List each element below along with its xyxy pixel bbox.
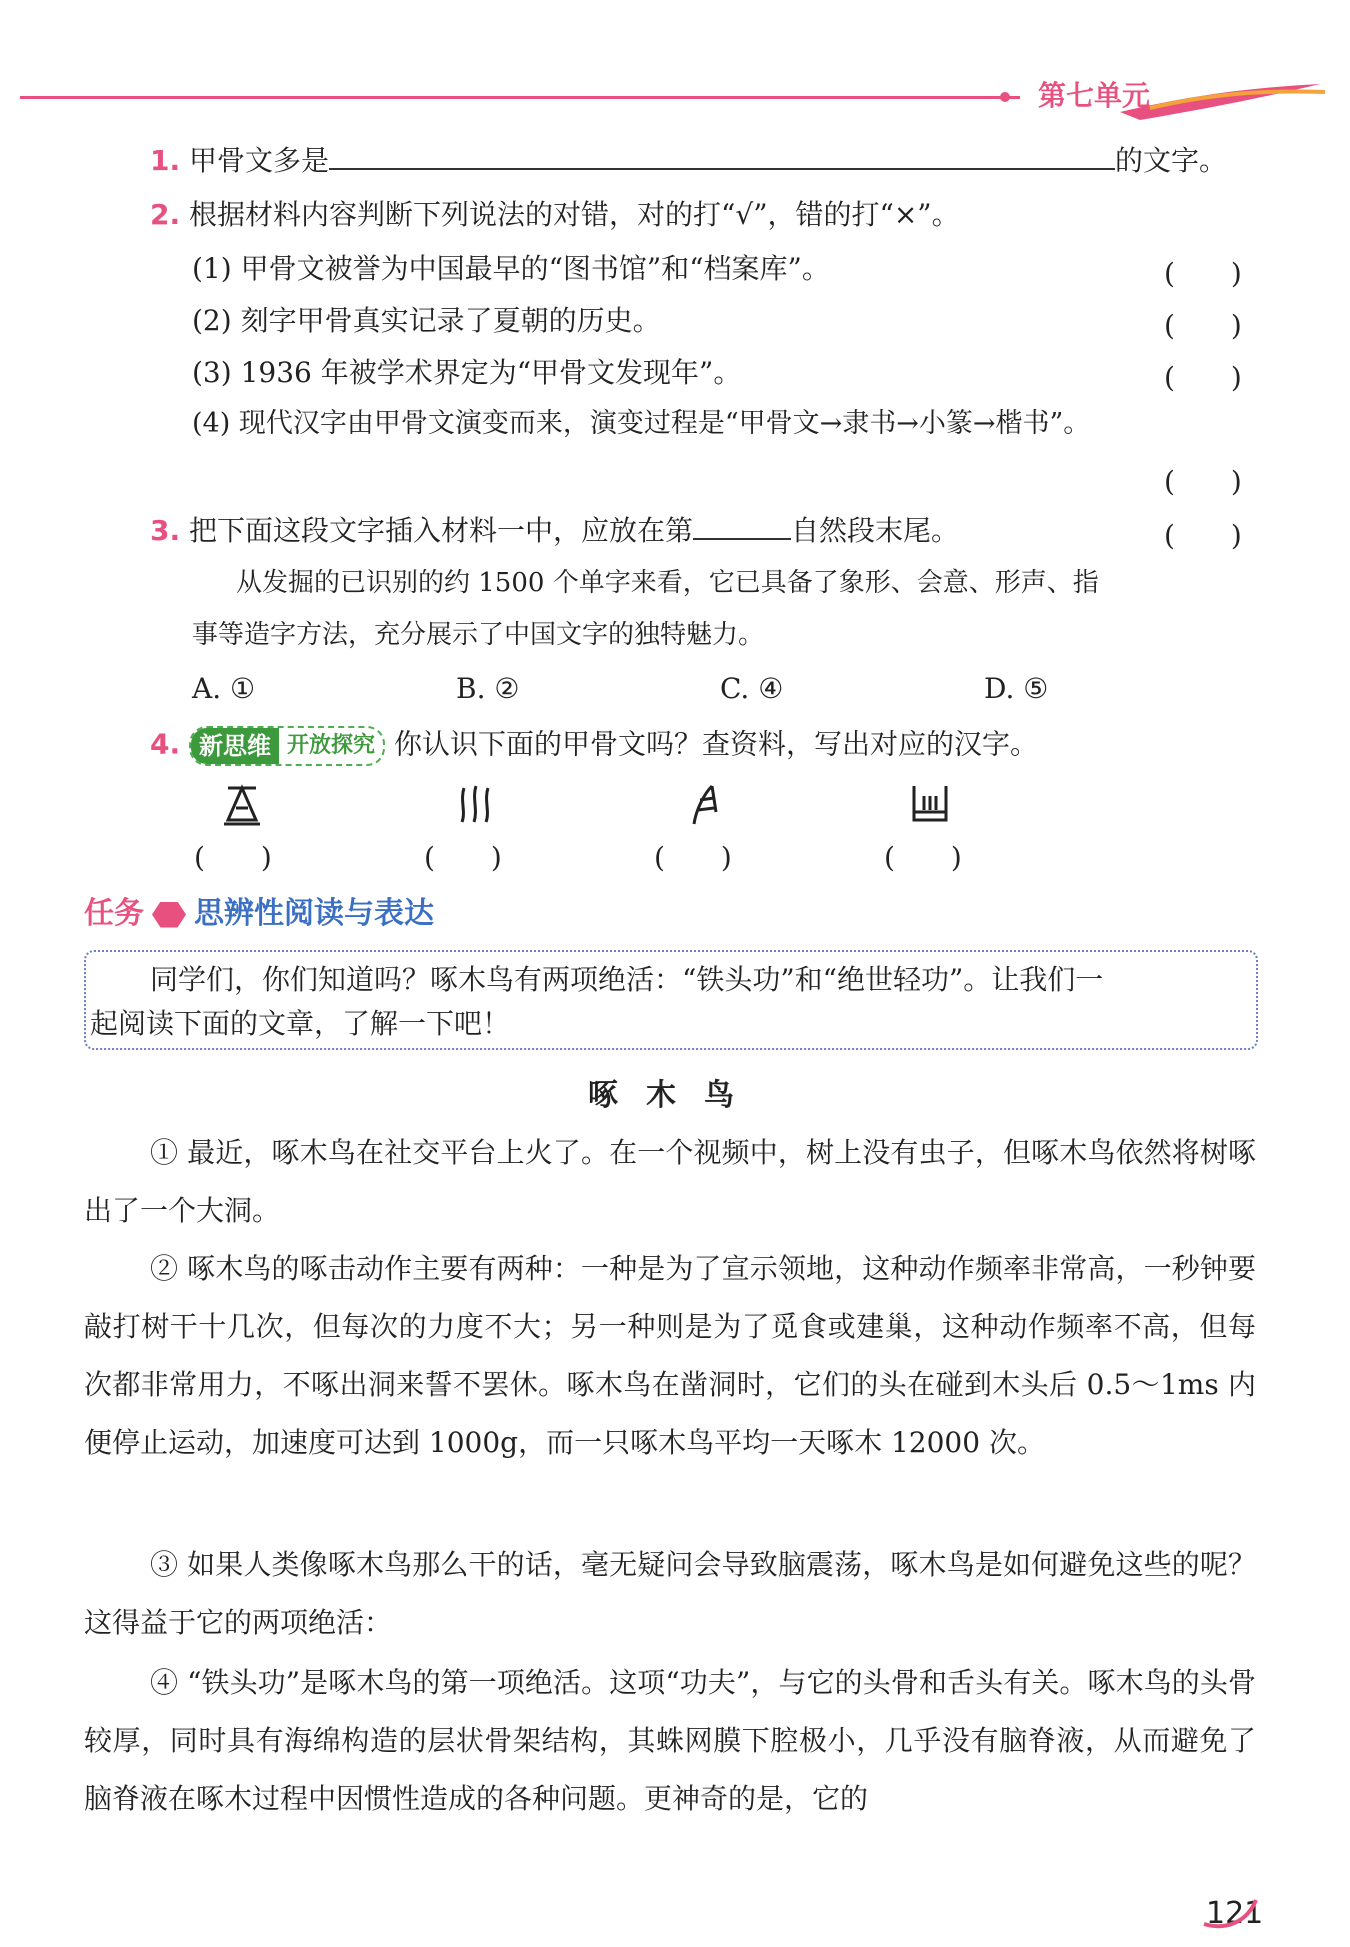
header-rule — [20, 96, 1020, 99]
q2-answer-paren-4[interactable]: ( ) — [1164, 465, 1242, 498]
new-thinking-badge — [189, 726, 385, 766]
q3-option-c[interactable]: C. ④ — [720, 672, 784, 705]
q4-answer-paren-3[interactable]: ( ) — [654, 841, 732, 874]
q3-option-d[interactable]: D. ⑤ — [984, 672, 1049, 705]
q3-quote-line-1: 从发掘的已识别的约 1500 个单字来看，它已具备了象形、会意、形声、指 — [236, 568, 1099, 598]
q3-text-b: 自然段末尾。 — [791, 514, 960, 547]
intro-line-2: 起阅读下面的文章，了解一下吧！ — [90, 1007, 511, 1040]
q3-quote-line-2: 事等造字方法，充分展示了中国文字的独特魅力。 — [192, 620, 765, 650]
badge-sub-label: 开放探究 — [287, 732, 376, 758]
intro-line-1: 同学们，你们知道吗？啄木鸟有两项绝活：“铁头功”和“绝世轻功”。让我们一 — [150, 963, 1104, 996]
task-label: 任务 — [84, 896, 144, 931]
article-paragraph-1: ① 最近，啄木鸟在社交平台上火了。在一个视频中，树上没有虫子，但啄木鸟依然将树啄出了一个大洞。 — [84, 1136, 1256, 1227]
question-4 — [150, 726, 1038, 766]
question-3 — [150, 514, 959, 548]
q3-option-b[interactable]: B. ② — [456, 672, 520, 705]
q2-item-1: (1) 甲骨文被誉为中国最早的“图书馆”和“档案库”。 — [192, 252, 830, 285]
task-title: 思辨性阅读与表达 — [194, 896, 434, 931]
q4-answer-paren-4[interactable]: ( ) — [884, 841, 962, 874]
q4-number: 4. — [150, 727, 181, 761]
q2-answer-paren-2[interactable]: ( ) — [1164, 309, 1242, 342]
oracle-glyph-2-icon — [456, 782, 496, 826]
q3-answer-paren[interactable]: ( ) — [1164, 519, 1242, 552]
q3-number: 3. — [150, 514, 181, 547]
article-paragraph-3: ③ 如果人类像啄木鸟那么干的话，毫无疑问会导致脑震荡，啄木鸟是如何避免这些的呢？这得益于它的两项绝活： — [84, 1548, 1256, 1639]
q2-number: 2. — [150, 198, 181, 231]
oracle-glyph-1-icon — [220, 782, 264, 826]
article-paragraph-4: ④ “铁头功”是啄木鸟的第一项绝活。这项“功夫”，与它的头骨和舌头有关。啄木鸟的头骨较厚，同时具有海绵构造的层状骨架结构，其蛛网膜下腔极小，几乎没有脑脊液，从而避免了脑脊液在啄木过程中因惯性造成的各种问题。更神奇的是，它的 — [84, 1666, 1256, 1815]
q4-text: 你认识下面的甲骨文吗？查资料，写出对应的汉字。 — [393, 727, 1038, 761]
q3-option-a[interactable]: A. ① — [192, 672, 256, 705]
q1-text: 甲骨文多是 — [189, 144, 330, 177]
question-1 — [150, 144, 1227, 178]
q4-answer-paren-2[interactable]: ( ) — [424, 841, 502, 874]
q2-answer-paren-3[interactable]: ( ) — [1164, 361, 1242, 394]
q2-item-2: (2) 刻字甲骨真实记录了夏朝的历史。 — [192, 304, 661, 337]
oracle-glyph-3-icon — [686, 782, 726, 826]
header-dot-icon — [1000, 92, 1010, 102]
hexagon-icon — [152, 902, 186, 928]
q1-answer-blank[interactable] — [329, 168, 1115, 170]
q1-number: 1. — [150, 144, 181, 177]
badge-main-label: 新思维 — [191, 728, 279, 764]
article-title: 啄木鸟 — [588, 1078, 762, 1113]
unit-title: 第七单元 — [1038, 79, 1151, 112]
header-swoosh-icon — [1120, 78, 1330, 124]
article-paragraph-2: ② 啄木鸟的啄击动作主要有两种：一种是为了宣示领地，这种动作频率非常高，一秒钟要敲打树干十几次，但每次的力度不大；另一种则是为了觅食或建巢，这种动作频率不高，但每次都非常用力，不啄出洞来誓不罢休。啄木鸟在凿洞时，它们的头在碰到木头后 0.5～1ms 内便停止运动，加速度可达到 1000g，而一只啄木鸟平均一天啄木 12000 次。 — [84, 1252, 1256, 1459]
task-heading — [84, 888, 434, 932]
q3-answer-blank[interactable] — [693, 538, 791, 540]
q2-text: 根据材料内容判断下列说法的对错，对的打“√”，错的打“×”。 — [189, 198, 960, 231]
question-2 — [150, 198, 960, 232]
q1-tail: 的文字。 — [1115, 144, 1228, 177]
q2-answer-paren-1[interactable]: ( ) — [1164, 257, 1242, 290]
q2-item-3: (3) 1936 年被学术界定为“甲骨文发现年”。 — [192, 356, 742, 389]
oracle-glyph-4-icon — [908, 782, 952, 826]
page-number: 121 — [1206, 1896, 1264, 1931]
q4-answer-paren-1[interactable]: ( ) — [194, 841, 272, 874]
q3-text-a: 把下面这段文字插入材料一中，应放在第 — [189, 514, 694, 547]
page-swoosh-icon — [1200, 1890, 1260, 1930]
q2-item-4: (4) 现代汉字由甲骨文演变而来，演变过程是“甲骨文→隶书→小篆→楷书”。 — [192, 408, 1091, 439]
